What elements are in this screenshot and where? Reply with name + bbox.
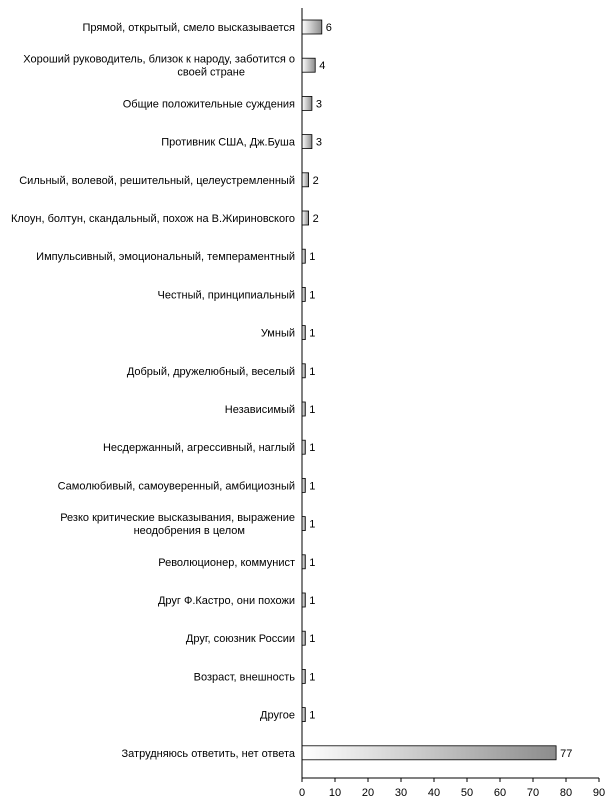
- x-axis: [299, 8, 605, 799]
- category-label: Импульсивный, эмоциональный, темпераментный: [36, 251, 295, 264]
- data-label: 1: [309, 251, 316, 264]
- data-label: 1: [309, 442, 316, 455]
- category-label: Независимый: [224, 404, 295, 416]
- bar: [302, 58, 315, 72]
- category-label: Сильный, волевой, решительный, целеустремленный: [19, 174, 295, 187]
- category-label: Резко критические высказывания, выражение неодобрения в целом: [60, 512, 295, 538]
- bar: [302, 20, 322, 34]
- data-label: 2: [312, 174, 319, 187]
- x-tick-label: 90: [592, 787, 606, 799]
- category-labels: [11, 22, 296, 760]
- category-label: Друг, союзник России: [185, 633, 295, 646]
- category-label: Друг Ф.Кастро, они похожи: [157, 595, 295, 607]
- bar: [302, 746, 556, 760]
- category-label: Несдержанный, агрессивный, наглый: [102, 442, 295, 455]
- x-tick-label: 10: [328, 787, 342, 799]
- data-label: 1: [309, 327, 316, 340]
- bar: [302, 173, 309, 187]
- data-label: 3: [315, 136, 323, 149]
- x-tick-label: 60: [493, 787, 507, 799]
- bar: [302, 211, 309, 225]
- data-label: 1: [309, 480, 316, 493]
- category-label: Честный, принципиальный: [157, 289, 295, 302]
- x-tick-label: 70: [526, 787, 540, 799]
- value-labels: [309, 22, 572, 760]
- x-tick-label: 50: [460, 787, 474, 799]
- data-label: 1: [309, 709, 316, 722]
- data-label: 4: [319, 60, 326, 73]
- data-label: 1: [309, 289, 316, 302]
- category-label: Прямой, открытый, смело высказывается: [82, 22, 295, 34]
- data-label: 1: [309, 671, 316, 684]
- bar: [302, 96, 312, 110]
- x-tick-label: 80: [559, 787, 573, 799]
- data-label: 6: [325, 22, 332, 34]
- data-label: 77: [560, 747, 573, 760]
- category-label: Общие положительные суждения: [122, 98, 295, 111]
- category-label: Хороший руководитель, близок к народу, заботится о своей стране: [23, 53, 295, 79]
- bars-group: [302, 20, 556, 760]
- bar: [302, 135, 312, 149]
- data-label: 1: [309, 633, 316, 646]
- category-label: Затрудняюсь ответить, нет ответа: [121, 747, 295, 760]
- x-tick-label: 20: [361, 787, 375, 799]
- data-label: 2: [312, 213, 319, 225]
- data-label: 3: [315, 98, 323, 111]
- category-label: Добрый, дружелюбный, веселый: [126, 365, 295, 378]
- category-label: Самолюбивый, самоуверенный, амбициозный: [57, 480, 295, 493]
- category-label: Клоун, болтун, скандальный, похож на В.Жириновского: [10, 213, 295, 225]
- data-label: 1: [309, 595, 316, 607]
- data-label: 1: [309, 365, 316, 378]
- category-label: Противник США, Дж.Буша: [161, 136, 295, 149]
- x-tick-label: 40: [427, 787, 441, 799]
- category-label: Умный: [260, 327, 295, 340]
- category-label: Революционер, коммунист: [158, 556, 295, 569]
- x-tick-label: 0: [298, 787, 306, 799]
- data-label: 1: [309, 518, 316, 531]
- category-label: Другое: [260, 709, 295, 722]
- category-label: Возраст, внешность: [193, 671, 295, 684]
- x-tick-label: 30: [394, 787, 408, 799]
- data-label: 1: [309, 404, 316, 416]
- data-label: 1: [309, 556, 316, 569]
